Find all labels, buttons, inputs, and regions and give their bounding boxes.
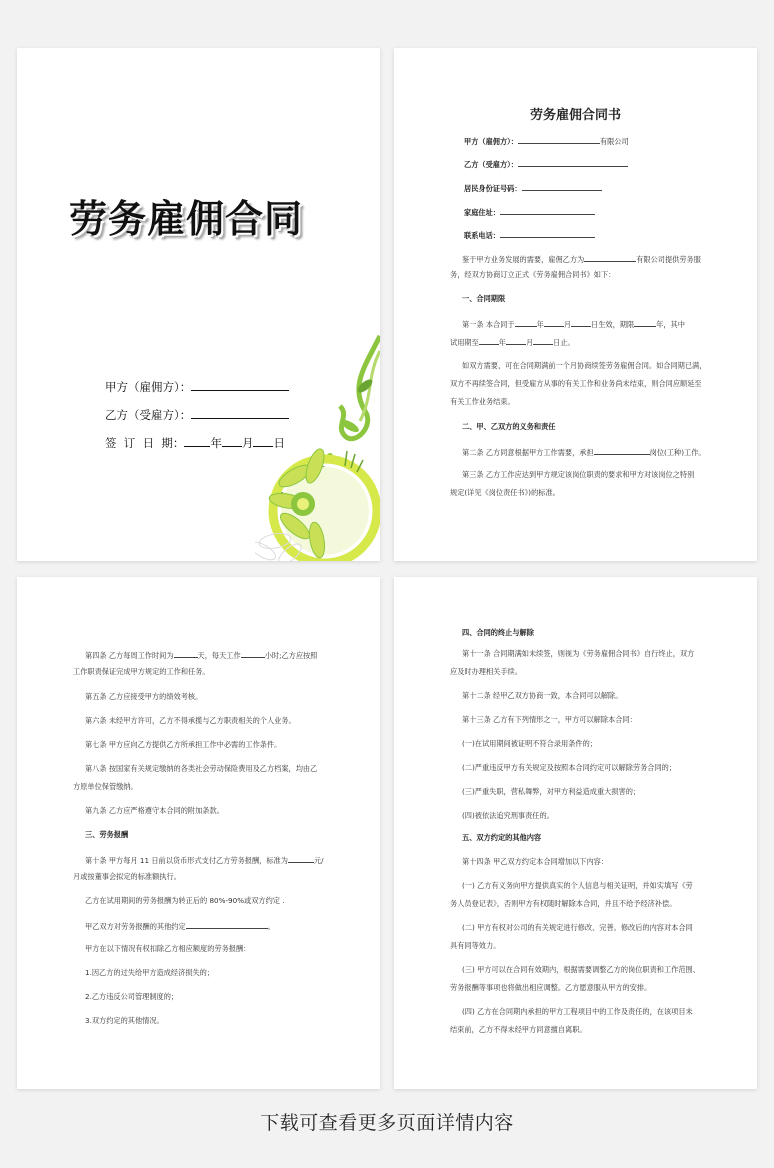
renew-line-2: 双方不再续签合同，但受雇方从事的有关工作和业务尚未结束，则合同应顺延至 <box>450 379 702 388</box>
deduct-intro: 甲方在以下情况有权扣除乙方相应额度的劳务报酬： <box>85 944 251 953</box>
case-4: (四)被依法追究刑事责任的。 <box>462 811 554 820</box>
cover-party-a-label: 甲方（雇佣方）： <box>105 380 192 394</box>
section-heading-3: 三、劳务报酬 <box>85 830 129 839</box>
other-pay-agreement: 甲乙双方对劳务报酬的其他约定 。 <box>85 922 275 931</box>
article-11-line-2: 应及时办理相关手续。 <box>450 667 522 676</box>
cover-party-b-label: 乙方（受雇方）： <box>105 408 192 422</box>
clause-4-line-2: 结束前，乙方不得未经甲方同意擅自离职。 <box>450 1025 587 1034</box>
info-id-number: 居民身份证号码： <box>464 182 602 194</box>
cover-month-label: 月 <box>241 436 254 450</box>
article-14: 第十四条 甲乙双方约定本合同增加以下内容： <box>462 857 609 866</box>
deduct-item-3: 3.双方约定的其他情况。 <box>85 1016 164 1025</box>
clause-3-line-2: 劳务报酬等事项也将做出相应调整。乙方愿意服从甲方的安排。 <box>450 983 652 992</box>
contract-page-4 <box>394 577 757 1089</box>
cover-day-label: 日 <box>273 436 285 450</box>
trial-pay: 乙方在试用期间的劳务报酬为转正后的 80%-90%或双方约定 . <box>85 896 285 905</box>
cover-sign-label: 签 订 日 期： <box>105 436 185 450</box>
article-3-line-1: 第三条 乙方工作应达到甲方规定该岗位职责的要求和甲方对该岗位之特别 <box>462 470 695 479</box>
article-13: 第十三条 乙方有下列情形之一，甲方可以解除本合同： <box>462 715 637 724</box>
article-5: 第五条 乙方应接受甲方的绩效考核。 <box>85 692 203 701</box>
section-heading-5: 五、双方约定的其他内容 <box>462 833 542 842</box>
article-10-line-1: 第十条 甲方每月 11 日前以货币形式支付乙方劳务报酬，标准为 元/ <box>85 856 324 865</box>
case-2: (二)严重违反甲方有关规定及按照本合同约定可以解除劳务合同的； <box>462 763 677 772</box>
download-more-link[interactable]: 下载可查看更多页面详情内容 <box>260 1112 514 1134</box>
info-party-a: 甲方（雇佣方）： 有限公司 <box>464 137 629 146</box>
article-1-line-2: 试用期至 年 月 日止。 <box>450 338 575 347</box>
renew-line-1: 如双方需要，可在合同期满前一个月协商续签劳务雇佣合同。如合同期已满， <box>462 361 707 370</box>
section-heading-1: 一、合同期限 <box>462 294 506 303</box>
section-heading-4: 四、合同的终止与解除 <box>462 628 534 637</box>
article-9: 第九条 乙方应严格遵守本合同的附加条款。 <box>85 806 224 815</box>
section-heading-2: 二、甲、乙双方的义务和责任 <box>462 422 556 431</box>
article-10-line-2: 月或按董事会拟定的标准额执行。 <box>73 872 181 881</box>
cover-year-line <box>184 434 210 447</box>
article-2: 第二条 乙方同意根据甲方工作需要，承担 岗位(工种)工作。 <box>462 448 706 457</box>
deduct-item-1: 1.因乙方的过失给甲方造成经济损失的； <box>85 968 215 977</box>
intro-line-1: 鉴于甲方业务发展的需要，雇佣乙方为 有限公司提供劳务服 <box>462 255 701 264</box>
article-4-line-1: 第四条 乙方每周工作时间为 天，每天工作 小时;乙方应按照 <box>85 651 318 660</box>
article-7: 第七条 甲方应向乙方提供乙方所承担工作中必需的工作条件。 <box>85 740 282 749</box>
article-12: 第十二条 经甲乙双方协商一致，本合同可以解除。 <box>462 691 623 700</box>
case-3: (三)严重失职，营私舞弊，对甲方利益造成重大损害的； <box>462 787 641 796</box>
cover-year-label: 年 <box>210 436 222 450</box>
article-1-line-1: 第一条 本合同于 年 月 日生效，期限 年，其中 <box>462 320 685 329</box>
article-11-line-1: 第十一条 合同期满如未续签，则视为《劳务雇佣合同书》自行终止，双方 <box>462 649 695 658</box>
article-6: 第六条 未经甲方许可，乙方不得承揽与乙方职责相关的个人业务。 <box>85 716 296 725</box>
article-4-line-2: 工作职责保证完成甲方规定的工作和任务。 <box>73 667 210 676</box>
renew-line-3: 有关工作业务结束。 <box>450 397 515 406</box>
article-8-line-2: 方原单位保管缴纳。 <box>73 782 138 791</box>
article-8-line-1: 第八条 按国家有关规定缴纳的各类社会劳动保险费用及乙方档案，均由乙 <box>85 764 318 773</box>
clause-2-line-1: (二) 甲方有权对公司的有关规定进行修改、完善。修改后的内容对本合同 <box>462 923 693 932</box>
article-3-line-2: 规定(详见《岗位责任书》)的标准。 <box>450 488 560 497</box>
contract-page-3 <box>17 577 380 1089</box>
clause-4-line-1: (四) 乙方在合同期内承担的甲方工程项目中的工作及责任的，在该项目未 <box>462 1007 693 1016</box>
clause-1-line-1: (一) 乙方有义务向甲方提供真实的个人信息与相关证明，并如实填写《劳 <box>462 881 693 890</box>
info-address: 家庭住址： <box>464 206 595 218</box>
document-title: 劳务雇佣合同书 <box>529 108 621 123</box>
cover-title: 劳务雇佣合同 <box>69 197 304 241</box>
clause-1-line-2: 务人员登记表》，否则甲方有权随时解除本合同，并且不给予经济补偿。 <box>450 899 677 908</box>
info-party-b: 乙方（受雇方）： <box>464 158 628 170</box>
case-1: (一)在试用期间被证明不符合录用条件的； <box>462 739 597 748</box>
deduct-item-2: 2.乙方违反公司管理制度的； <box>85 992 179 1001</box>
intro-line-2: 务，经双方协商订立正式《劳务雇佣合同书》如下： <box>450 270 616 279</box>
contract-page-2 <box>394 48 757 561</box>
clause-3-line-1: (三) 甲方可以在合同有效期内，根据需要调整乙方的岗位职责和工作范围、 <box>462 965 700 974</box>
flower-decoration-icon <box>255 326 380 561</box>
clause-2-line-2: 具有同等效力。 <box>450 941 501 950</box>
info-phone: 联系电话： <box>464 229 595 241</box>
cover-month-line <box>222 434 242 447</box>
cover-page <box>17 48 380 561</box>
